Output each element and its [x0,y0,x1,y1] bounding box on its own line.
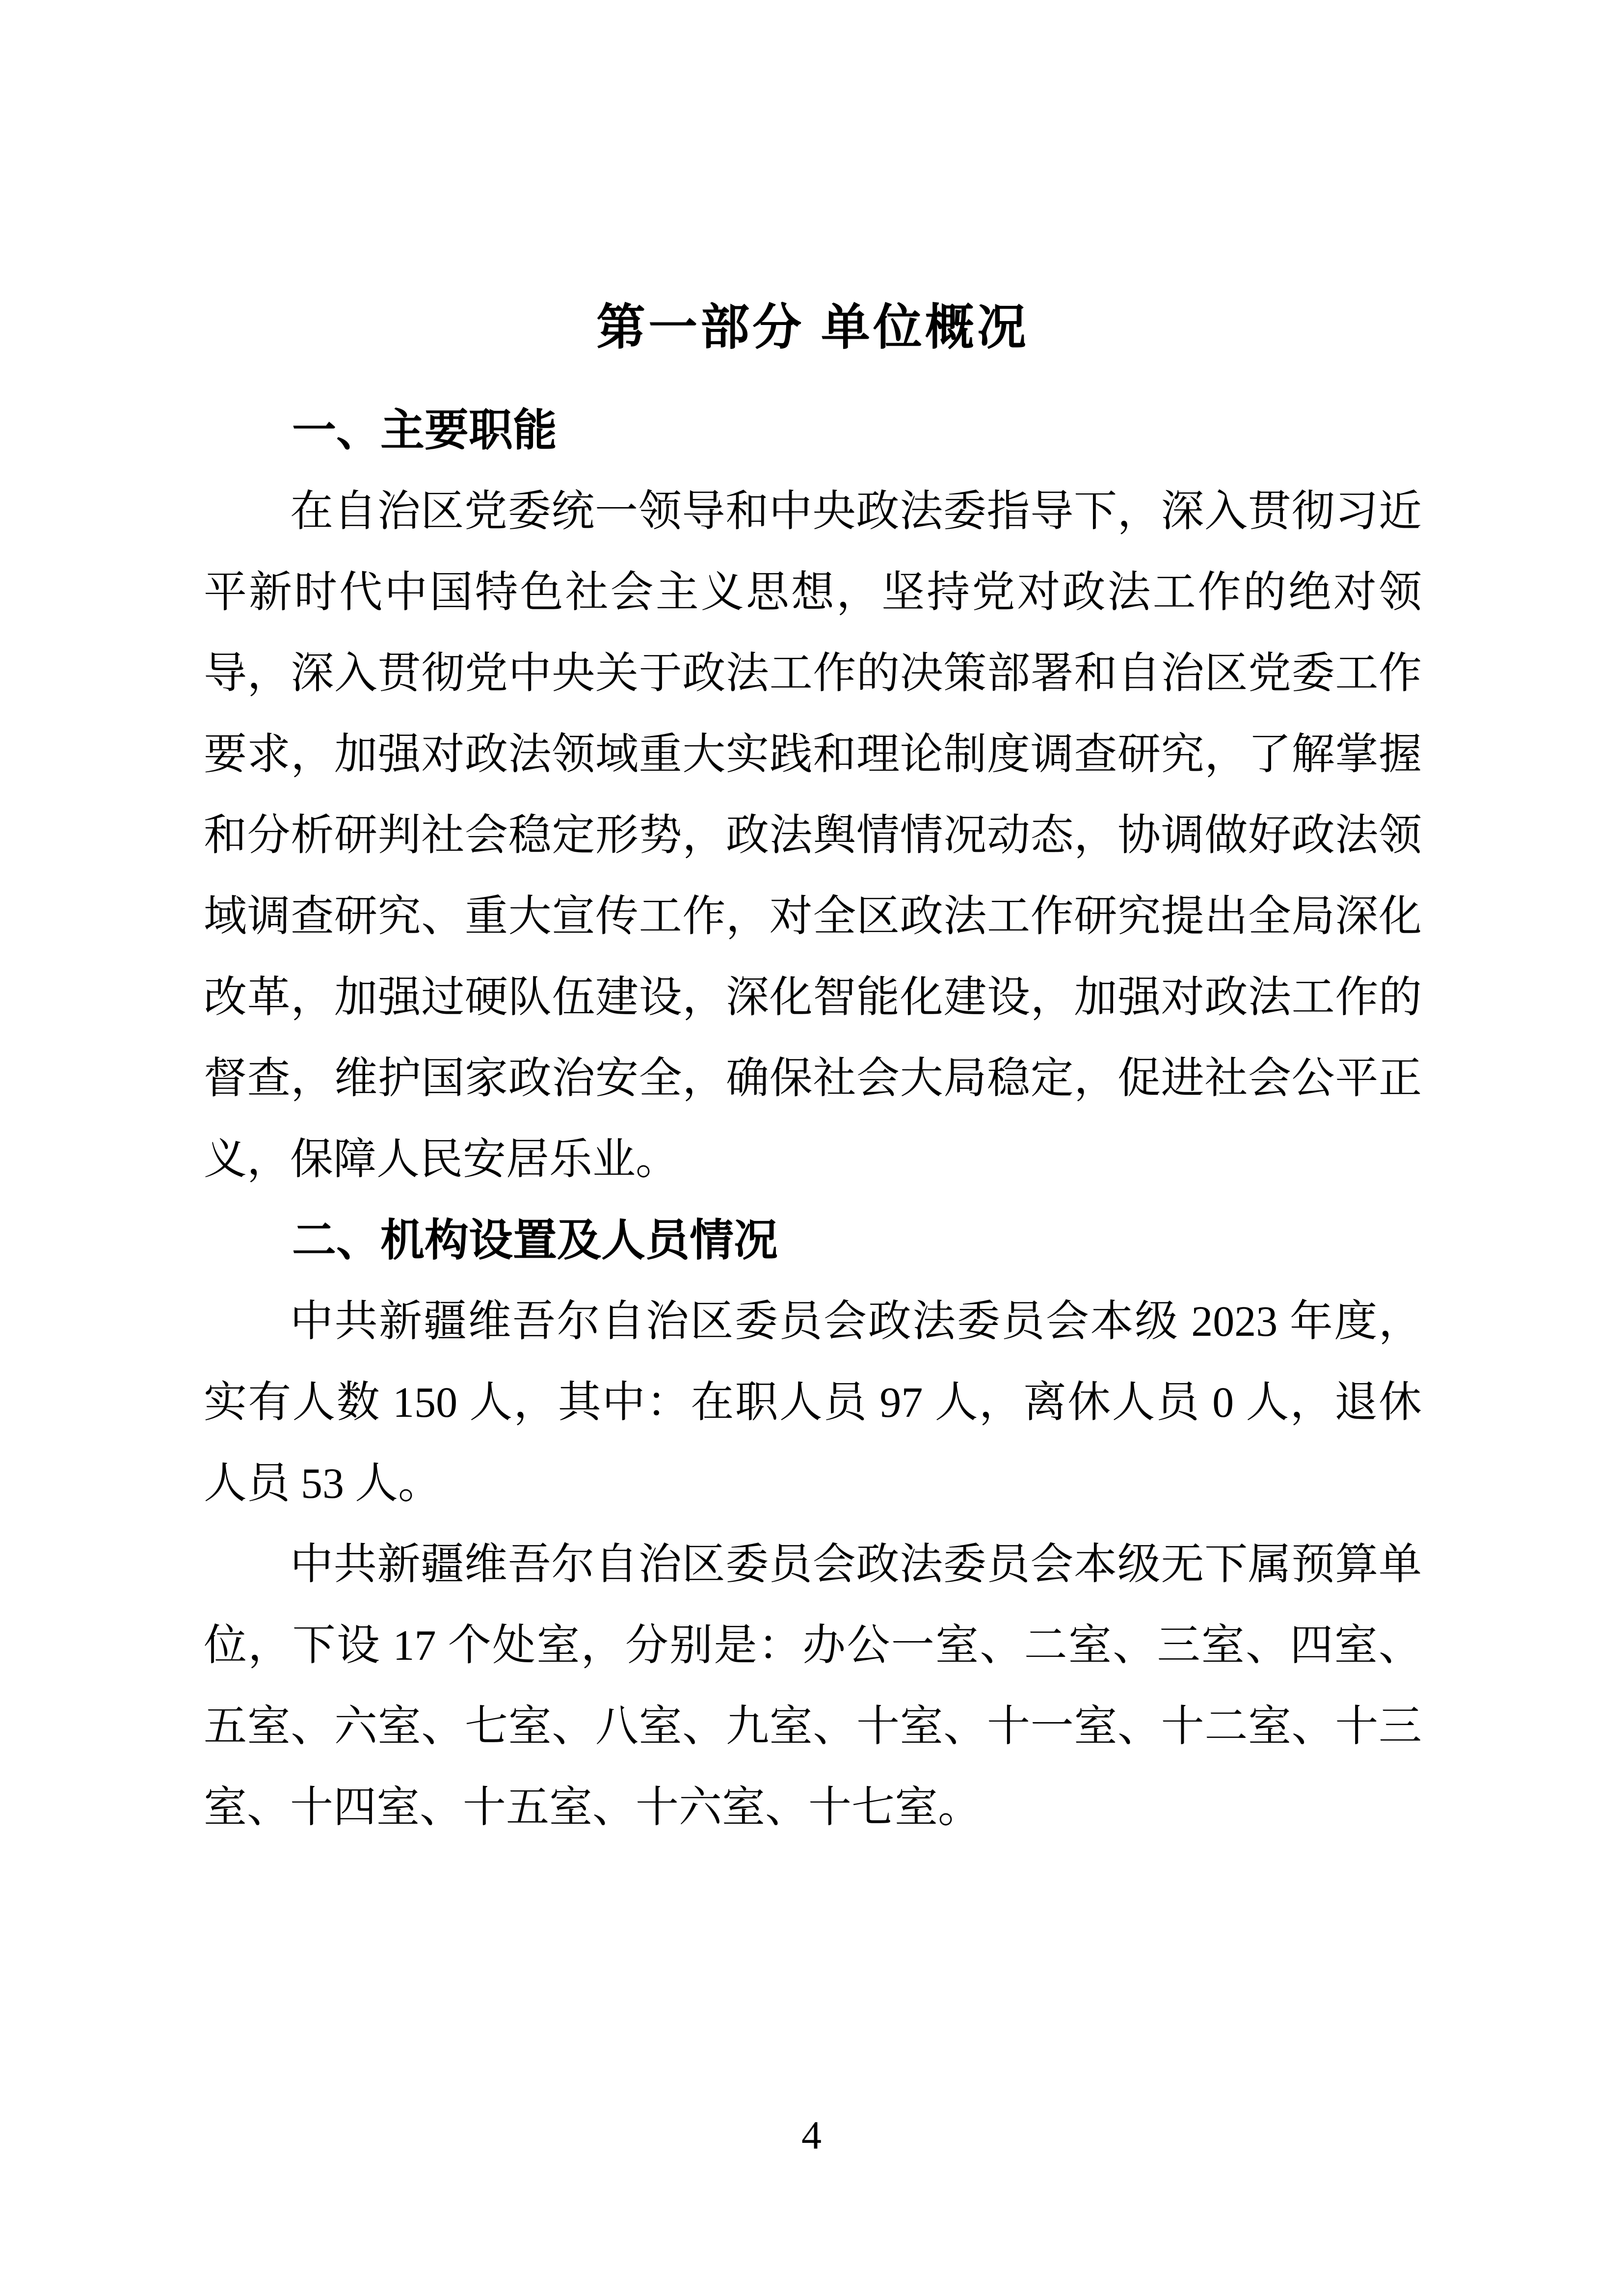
page-title: 第一部分 单位概况 [596,300,1029,355]
section-heading-organization-personnel: 二、机构设置及人员情况 [292,1216,778,1265]
page-number: 4 [801,2113,822,2158]
paragraph-subordinate-units: 中共新疆维吾尔自治区委员会政法委员会本级无下属预算单位，下设 17 个处室，分别是：办公一室、二室、三室、四室、五室、六室、七室、八室、九室、十室、十一室、十二室、十三室、十四室、十五室、十六室、十七室。 [204,1541,1422,1832]
paragraph-personnel-counts: 中共新疆维吾尔自治区委员会政法委员会本级 2023 年度，实有人数 150 人，其中：在职人员 97 人，离休人员 0 人，退休人员 53 人。 [204,1298,1422,1508]
section-heading-main-functions: 一、主要职能 [292,406,557,455]
paragraph-main-functions: 在自治区党委统一领导和中央政法委指导下，深入贯彻习近平新时代中国特色社会主义思想，坚持党对政法工作的绝对领导，深入贯彻党中央关于政法工作的决策部署和自治区党委工作要求，加强对政法领域重大实践和理论制度调查研究，了解掌握和分析研判社会稳定形势，政法舆情情况动态，协调做好政法领域调查研究、重大宣传工作，对全区政法工作研究提出全局深化改革，加强过硬队伍建设，深化智能化建设，加强对政法工作的督查，维护国家政治安全，确保社会大局稳定，促进社会公平正义，保障人民安居乐业。 [204,488,1422,1184]
